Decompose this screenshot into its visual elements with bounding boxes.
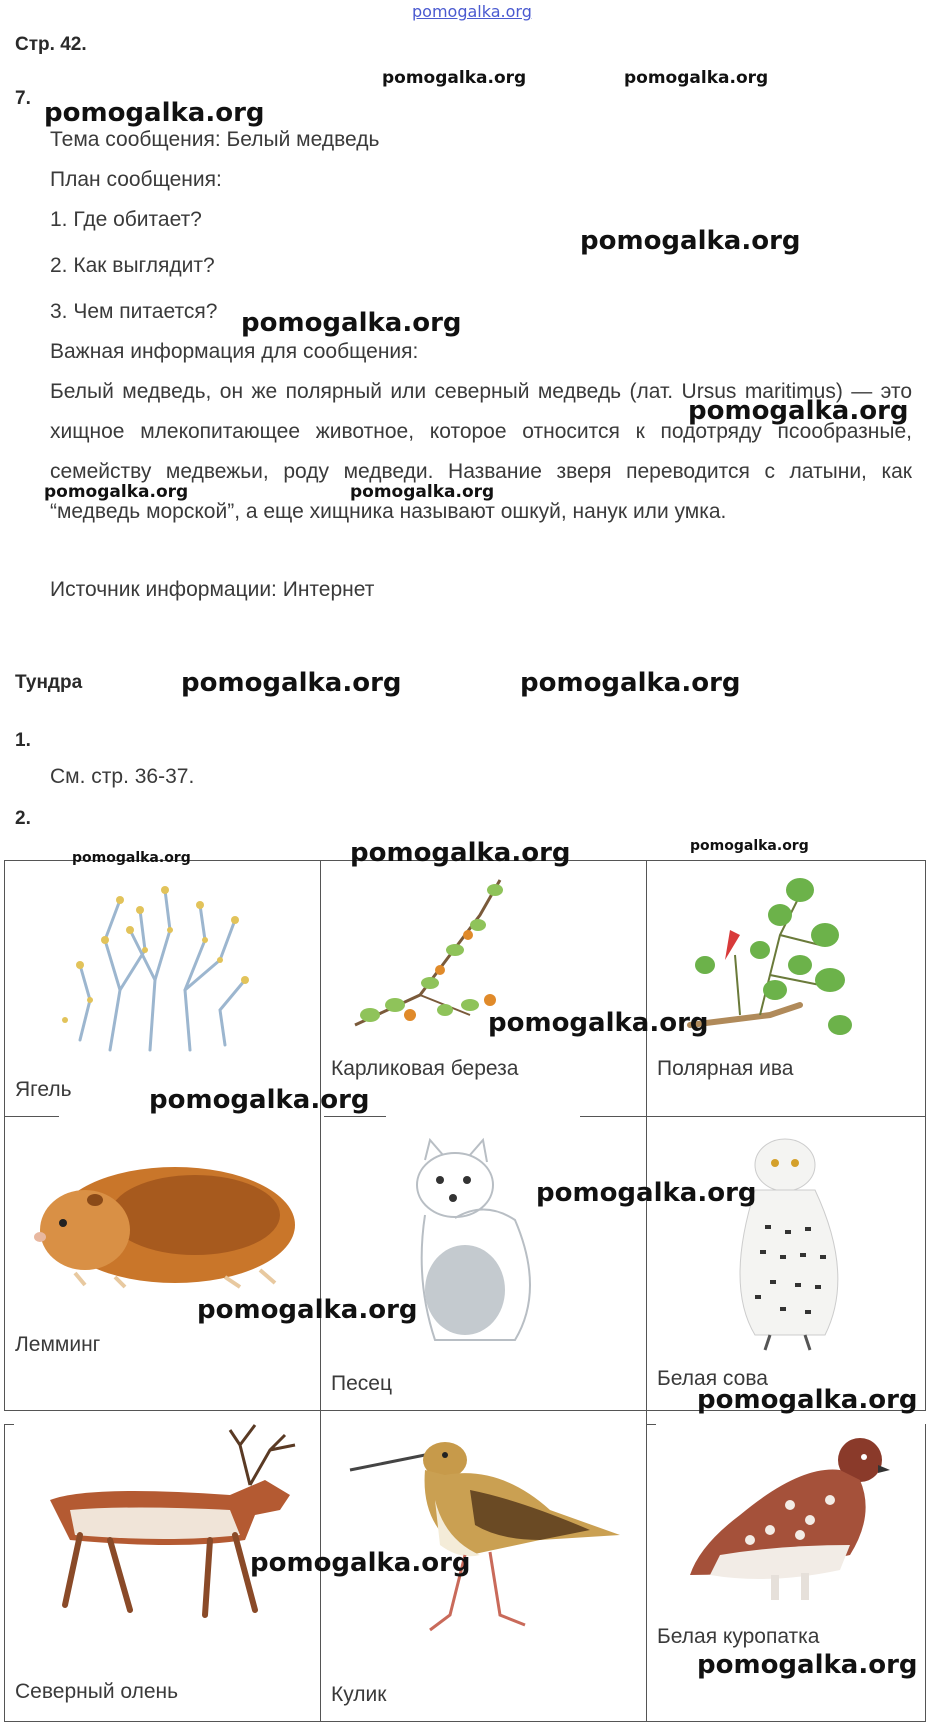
arctic-fox-icon: [395, 1140, 565, 1355]
info-text: Белый медведь, он же полярный или северный медведь (лат. Ursus maritimus) — это хищное млекопитающее животное, которое относится к подотряду псообразные, семейству медвежьи, роду медведи. Название зверя переводится с латыни, как “медведь морской”, а еще хищника называют ошкуй, нанук или умка.: [50, 380, 912, 523]
cell-label: Лемминг: [15, 1333, 101, 1356]
watermark: pomogalka.org: [44, 482, 189, 502]
cell-label: Белая сова: [657, 1367, 768, 1390]
task-number: 2.: [15, 808, 31, 829]
info-source: Источник информации: Интернет: [50, 578, 375, 601]
cell-label: Песец: [331, 1372, 392, 1395]
sandpiper-icon: [350, 1430, 630, 1650]
watermark: pomogalka.org: [488, 1008, 709, 1038]
cell-label: Ягель: [15, 1078, 72, 1101]
task-text: См. стр. 36-37.: [50, 765, 195, 788]
watermark: pomogalka.org: [520, 668, 741, 698]
watermark: pomogalka.org: [580, 226, 801, 256]
watermark: pomogalka.org: [181, 668, 402, 698]
watermark: pomogalka.org: [350, 838, 571, 868]
plan-item: 2. Как выглядит?: [50, 254, 215, 277]
ptarmigan-icon: [680, 1425, 900, 1615]
cell-label: Кулик: [331, 1683, 387, 1706]
cell-label: Полярная ива: [657, 1057, 794, 1080]
watermark: pomogalka.org: [197, 1295, 418, 1325]
watermark: pomogalka.org: [241, 308, 462, 338]
info-title: Важная информация для сообщения:: [50, 340, 419, 363]
section-title: Тундра: [15, 672, 83, 693]
snowy-owl-icon: [715, 1135, 865, 1355]
watermark: pomogalka.org: [697, 1650, 918, 1680]
cell-label: Белая куропатка: [657, 1625, 820, 1648]
watermark: pomogalka.org: [688, 396, 909, 426]
cell-label: Северный олень: [15, 1680, 179, 1703]
watermark: pomogalka.org: [44, 98, 265, 128]
plan-item: 1. Где обитает?: [50, 208, 202, 231]
plan-title: План сообщения:: [50, 168, 222, 191]
reindeer-icon: [30, 1425, 310, 1625]
task-number: 1.: [15, 730, 31, 751]
page-number: Стр. 42.: [15, 34, 87, 55]
watermark: pomogalka.org: [382, 68, 527, 88]
watermark: pomogalka.org: [536, 1178, 757, 1208]
lemming-icon: [25, 1145, 300, 1295]
site-link[interactable]: pomogalka.org: [412, 2, 532, 21]
watermark: pomogalka.org: [697, 1385, 918, 1415]
watermark: pomogalka.org: [149, 1085, 370, 1115]
cell-label: Карликовая береза: [331, 1057, 519, 1080]
plan-item: 3. Чем питается?: [50, 300, 218, 323]
lichen-icon: [50, 870, 260, 1060]
watermark: pomogalka.org: [250, 1548, 471, 1578]
watermark: pomogalka.org: [690, 838, 809, 854]
watermark: pomogalka.org: [350, 482, 495, 502]
message-topic: Тема сообщения: Белый медведь: [50, 128, 380, 151]
watermark: pomogalka.org: [72, 850, 191, 866]
task-number: 7.: [15, 88, 31, 109]
watermark: pomogalka.org: [624, 68, 769, 88]
